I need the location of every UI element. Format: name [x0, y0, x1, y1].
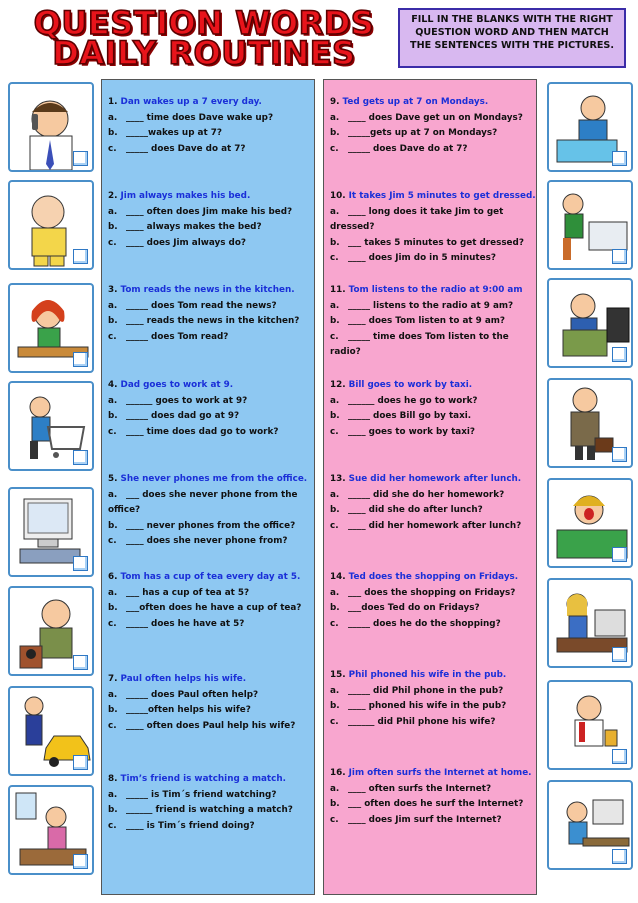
option-letter: b.	[330, 701, 340, 712]
answer-line[interactable]	[330, 617, 540, 633]
answer-line[interactable]	[108, 394, 318, 410]
left-picture-8	[8, 785, 94, 875]
option-text: _____ does Tom read?	[126, 331, 229, 342]
exercise-sentence	[108, 772, 318, 788]
answer-checkbox[interactable]	[73, 854, 88, 869]
option-letter: b.	[330, 316, 340, 327]
answer-line[interactable]	[330, 715, 540, 731]
option-letter: c.	[108, 143, 117, 154]
option-letter: a.	[330, 685, 340, 696]
option-letter: b.	[108, 316, 118, 327]
answer-checkbox[interactable]	[612, 749, 627, 764]
option-letter: a.	[330, 783, 340, 794]
option-letter: a.	[108, 789, 118, 800]
option-text: ____ time does Dave wake up?	[126, 112, 274, 123]
option-text: _____ time does Tom listen to the	[348, 331, 509, 342]
answer-line[interactable]	[108, 409, 318, 425]
answer-line[interactable]	[108, 142, 318, 158]
sentence-text: Dan wakes up a 7 every day.	[120, 97, 262, 107]
option-letter: a.	[108, 489, 118, 500]
option-text: ____ goes to work by taxi?	[348, 426, 476, 437]
option-letter: a.	[108, 206, 118, 217]
option-letter: a.	[108, 689, 118, 700]
exercise-number: 3.	[108, 285, 121, 295]
answer-line[interactable]	[108, 703, 318, 719]
answer-line[interactable]	[108, 617, 318, 633]
option-text: _____ does Bill go by taxi.	[348, 411, 472, 422]
answer-line[interactable]	[330, 142, 540, 158]
answer-line[interactable]	[330, 314, 540, 330]
option-letter: c.	[330, 618, 339, 629]
exercise-number: 16.	[330, 768, 349, 778]
option-text: ____ does she never phone from?	[126, 536, 288, 547]
exercise-number: 2.	[108, 191, 121, 201]
exercise-sentence	[108, 95, 318, 111]
right-exercise-12	[330, 378, 540, 440]
answer-checkbox[interactable]	[612, 547, 627, 562]
option-text: ____ is Tim´s friend doing?	[126, 820, 255, 831]
answer-line[interactable]	[108, 819, 318, 835]
answer-line[interactable]	[330, 251, 540, 267]
option-letter: a.	[330, 587, 340, 598]
option-letter: b.	[108, 603, 118, 614]
answer-line[interactable]	[330, 425, 540, 441]
option-text: _____ does Dave do at 7?	[348, 143, 468, 154]
answer-checkbox[interactable]	[612, 447, 627, 462]
option-letter: c.	[108, 426, 117, 437]
answer-checkbox[interactable]	[73, 655, 88, 670]
answer-line[interactable]	[330, 488, 540, 504]
option-letter: c.	[108, 331, 117, 342]
answer-line[interactable]	[330, 699, 540, 715]
option-text: ___ takes 5 minutes to get dressed?	[348, 237, 524, 248]
answer-line[interactable]	[330, 330, 540, 346]
option-letter: c.	[330, 331, 339, 342]
option-text: _____ does Tom read the news?	[126, 300, 277, 311]
exercise-sentence	[108, 283, 318, 299]
answer-checkbox[interactable]	[73, 151, 88, 166]
option-letter: c.	[330, 143, 339, 154]
right-picture-6	[547, 578, 633, 668]
answer-line[interactable]	[330, 220, 540, 236]
answer-checkbox[interactable]	[612, 849, 627, 864]
option-letter: a.	[330, 489, 340, 500]
left-picture-7	[8, 686, 94, 776]
answer-line[interactable]	[108, 788, 318, 804]
option-letter: b.	[330, 799, 340, 810]
answer-line[interactable]	[330, 394, 540, 410]
answer-line[interactable]	[108, 503, 318, 519]
answer-line[interactable]	[108, 586, 318, 602]
right-picture-2	[547, 180, 633, 270]
option-text: _____ did Phil phone in the pub?	[348, 685, 504, 696]
option-letter: c.	[330, 253, 339, 264]
option-letter: c.	[108, 820, 117, 831]
option-text: ____ always makes the bed?	[126, 222, 262, 233]
sentence-text: Bill goes to work by taxi.	[348, 380, 473, 390]
sentence-text: It takes Jim 5 minutes to get dressed.	[348, 191, 536, 201]
option-letter: c.	[108, 720, 117, 731]
answer-line[interactable]	[108, 425, 318, 441]
option-letter: c.	[330, 814, 339, 825]
exercise-number: 9.	[330, 97, 343, 107]
answer-line[interactable]	[108, 719, 318, 735]
answer-line[interactable]	[330, 299, 540, 315]
answer-line[interactable]	[330, 236, 540, 252]
answer-line[interactable]	[330, 503, 540, 519]
sentence-text: Jim always makes his bed.	[120, 191, 251, 201]
title-line-2: DAILY ROUTINES	[52, 34, 356, 72]
option-text: ____ does Dave get un on Mondays?	[348, 112, 523, 123]
answer-line[interactable]	[108, 126, 318, 142]
option-letter: c.	[330, 520, 339, 531]
answer-line[interactable]	[108, 236, 318, 252]
option-text: ____ time does dad go to work?	[126, 426, 279, 437]
instructions-box: FILL IN THE BLANKS WITH THE RIGHT QUESTION WORD AND THEN MATCH THE SENTENCES WITH THE PICTURES.	[398, 8, 626, 68]
sentence-text: Jim often surfs the Internet at home.	[348, 768, 532, 778]
exercise-sentence	[330, 95, 540, 111]
option-text: _____ is Tim´s friend watching?	[126, 789, 277, 800]
option-letter: a.	[330, 206, 340, 217]
answer-checkbox[interactable]	[612, 249, 627, 264]
answer-line[interactable]	[330, 684, 540, 700]
exercise-sentence	[108, 570, 318, 586]
exercise-number: 12.	[330, 380, 349, 390]
option-letter: b.	[108, 805, 118, 816]
right-exercise-16	[330, 766, 540, 828]
exercise-number: 1.	[108, 97, 121, 107]
answer-line[interactable]	[330, 345, 540, 361]
option-text: ____ often does Paul help his wife?	[126, 720, 296, 731]
exercise-sentence	[330, 283, 540, 299]
right-picture-8	[547, 780, 633, 870]
option-letter: c.	[330, 716, 339, 727]
answer-line[interactable]	[108, 803, 318, 819]
answer-line[interactable]	[108, 688, 318, 704]
option-text: _____gets up at 7 on Mondays?	[348, 128, 498, 139]
answer-checkbox[interactable]	[73, 450, 88, 465]
right-picture-3	[547, 278, 633, 368]
answer-line[interactable]	[330, 205, 540, 221]
answer-line[interactable]	[330, 813, 540, 829]
option-text: _____ does he do the shopping?	[348, 618, 501, 629]
option-letter: b.	[108, 128, 118, 139]
option-letter: a.	[108, 112, 118, 123]
option-text: office?	[108, 505, 141, 516]
left-exercise-6	[108, 570, 318, 632]
right-exercise-9	[330, 95, 540, 157]
exercise-sentence	[108, 189, 318, 205]
sentence-text: Dad goes to work at 9.	[120, 380, 234, 390]
option-text: ___often does he have a cup of tea?	[126, 603, 302, 614]
answer-checkbox[interactable]	[612, 347, 627, 362]
option-text: _____ listens to the radio at 9 am?	[348, 300, 514, 311]
option-text: dressed?	[330, 222, 375, 233]
answer-checkbox[interactable]	[73, 352, 88, 367]
left-exercise-7	[108, 672, 318, 734]
answer-checkbox[interactable]	[73, 755, 88, 770]
option-letter: b.	[108, 222, 118, 233]
option-letter: b.	[108, 411, 118, 422]
exercise-number: 6.	[108, 572, 121, 582]
sentence-text: Ted gets up at 7 on Mondays.	[342, 97, 489, 107]
option-text: ____ often surfs the Internet?	[348, 783, 492, 794]
sentence-text: Tom listens to the radio at 9:00 am	[348, 285, 523, 295]
option-text: ___ often does he surf the Internet?	[348, 799, 524, 810]
exercise-number: 7.	[108, 674, 121, 684]
left-exercise-5	[108, 472, 318, 550]
right-exercise-14	[330, 570, 540, 632]
answer-line[interactable]	[108, 205, 318, 221]
sentence-text: She never phones me from the office.	[120, 474, 308, 484]
answer-line[interactable]	[330, 409, 540, 425]
option-letter: c.	[108, 536, 117, 547]
option-letter: b.	[108, 705, 118, 716]
option-text: radio?	[330, 347, 361, 358]
left-picture-4	[8, 381, 94, 471]
right-picture-4	[547, 378, 633, 468]
option-text: _____often helps his wife?	[126, 705, 251, 716]
option-text: ____ does Tom listen to at 9 am?	[348, 316, 506, 327]
sentence-text: Tim’s friend is watching a match.	[120, 774, 286, 784]
exercise-sentence	[330, 766, 540, 782]
exercise-sentence	[330, 378, 540, 394]
exercise-sentence	[330, 668, 540, 684]
option-letter: c.	[108, 237, 117, 248]
answer-line[interactable]	[108, 330, 318, 346]
answer-line[interactable]	[108, 314, 318, 330]
left-exercise-4	[108, 378, 318, 440]
option-text: ____ reads the news in the kitchen?	[126, 316, 300, 327]
right-picture-5	[547, 478, 633, 568]
option-letter: b.	[108, 520, 118, 531]
option-text: ____ did she do after lunch?	[348, 505, 483, 516]
option-letter: b.	[330, 505, 340, 516]
option-letter: b.	[330, 237, 340, 248]
answer-line[interactable]	[108, 534, 318, 550]
option-text: ______ does he go to work?	[348, 395, 478, 406]
exercise-number: 15.	[330, 670, 349, 680]
answer-line[interactable]	[330, 586, 540, 602]
option-letter: a.	[108, 587, 118, 598]
option-text: ____ never phones from the office?	[126, 520, 296, 531]
answer-checkbox[interactable]	[73, 249, 88, 264]
exercise-number: 13.	[330, 474, 349, 484]
left-picture-6	[8, 586, 94, 676]
option-text: ____ does Jim always do?	[126, 237, 246, 248]
title-line-1: QUESTION WORDS	[33, 4, 375, 42]
option-letter: b.	[330, 603, 340, 614]
exercise-sentence	[330, 472, 540, 488]
left-exercise-3	[108, 283, 318, 345]
right-picture-1	[547, 82, 633, 172]
exercise-number: 11.	[330, 285, 349, 295]
answer-line[interactable]	[330, 111, 540, 127]
left-picture-1	[8, 82, 94, 172]
option-letter: a.	[330, 395, 340, 406]
option-text: _____wakes up at 7?	[126, 128, 222, 139]
exercise-number: 14.	[330, 572, 349, 582]
option-letter: a.	[330, 300, 340, 311]
answer-line[interactable]	[330, 519, 540, 535]
answer-line[interactable]	[108, 111, 318, 127]
left-picture-3	[8, 283, 94, 373]
option-text: ___ does the shopping on Fridays?	[348, 587, 516, 598]
answer-line[interactable]	[108, 519, 318, 535]
answer-checkbox[interactable]	[612, 647, 627, 662]
answer-checkbox[interactable]	[612, 151, 627, 166]
exercise-sentence	[330, 570, 540, 586]
option-text: _____ does Paul often help?	[126, 689, 259, 700]
answer-line[interactable]	[108, 299, 318, 315]
sentence-text: Paul often helps his wife.	[120, 674, 247, 684]
option-text: ______ friend is watching a match?	[126, 805, 293, 816]
right-picture-7	[547, 680, 633, 770]
option-text: ____ did her homework after lunch?	[348, 520, 522, 531]
left-picture-5	[8, 487, 94, 577]
option-letter: a.	[108, 300, 118, 311]
exercise-number: 5.	[108, 474, 121, 484]
option-text: _____ does Dave do at 7?	[126, 143, 246, 154]
sentence-text: Tom reads the news in the kitchen.	[120, 285, 295, 295]
option-text: ___ has a cup of tea at 5?	[126, 587, 250, 598]
right-exercise-11	[330, 283, 540, 361]
left-exercise-2	[108, 189, 318, 251]
right-exercise-15	[330, 668, 540, 730]
option-text: ____ long does it take Jim to get	[348, 206, 504, 217]
option-letter: c.	[330, 426, 339, 437]
option-letter: b.	[330, 128, 340, 139]
option-text: _____ does dad go at 9?	[126, 411, 240, 422]
sentence-text: Phil phoned his wife in the pub.	[348, 670, 507, 680]
exercise-sentence	[108, 378, 318, 394]
exercise-number: 4.	[108, 380, 121, 390]
exercise-sentence	[330, 189, 540, 205]
exercise-sentence	[108, 472, 318, 488]
exercise-sentence	[108, 672, 318, 688]
answer-line[interactable]	[330, 782, 540, 798]
option-text: ___does Ted do on Fridays?	[348, 603, 480, 614]
exercise-number: 10.	[330, 191, 349, 201]
option-text: ______ did Phil phone his wife?	[348, 716, 496, 727]
sentence-text: Ted does the shopping on Fridays.	[348, 572, 519, 582]
option-text: _____ does he have at 5?	[126, 618, 245, 629]
option-letter: a.	[108, 395, 118, 406]
answer-line[interactable]	[330, 601, 540, 617]
option-text: ____ phoned his wife in the pub?	[348, 701, 507, 712]
answer-line[interactable]	[330, 797, 540, 813]
answer-line[interactable]	[108, 488, 318, 504]
left-exercise-1	[108, 95, 318, 157]
exercise-number: 8.	[108, 774, 121, 784]
left-exercise-8	[108, 772, 318, 834]
answer-checkbox[interactable]	[73, 556, 88, 571]
option-text: ___ does she never phone from the	[126, 489, 298, 500]
option-letter: a.	[330, 112, 340, 123]
answer-line[interactable]	[330, 126, 540, 142]
option-text: ____ often does Jim make his bed?	[126, 206, 293, 217]
answer-line[interactable]	[108, 220, 318, 236]
right-exercise-10	[330, 189, 540, 267]
right-exercise-13	[330, 472, 540, 534]
option-text: _____ did she do her homework?	[348, 489, 505, 500]
sentence-text: Tom has a cup of tea every day at 5.	[120, 572, 301, 582]
sentence-text: Sue did her homework after lunch.	[348, 474, 522, 484]
option-text: ____ does Jim do in 5 minutes?	[348, 253, 496, 264]
option-letter: b.	[330, 411, 340, 422]
option-text: ______ goes to work at 9?	[126, 395, 248, 406]
left-picture-2	[8, 180, 94, 270]
option-text: ____ does Jim surf the Internet?	[348, 814, 502, 825]
option-letter: c.	[108, 618, 117, 629]
answer-line[interactable]	[108, 601, 318, 617]
